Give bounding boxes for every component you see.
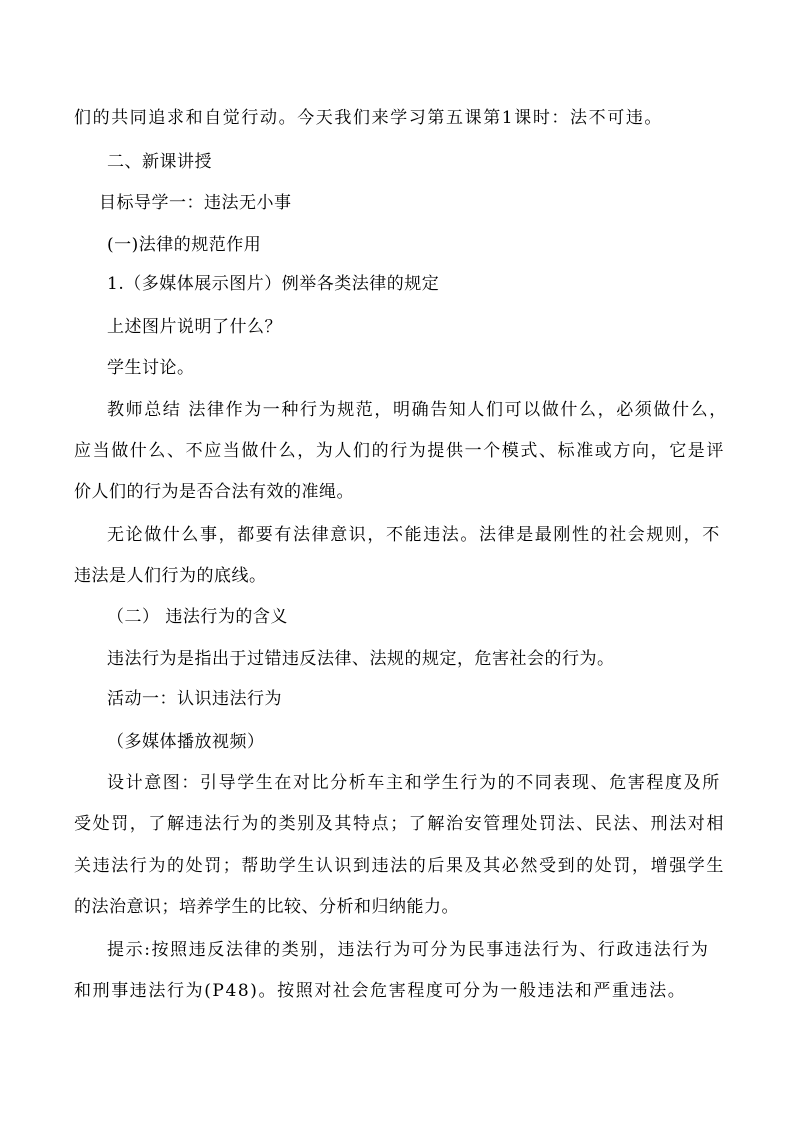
text-line-illegal-definition: 违法行为是指出于过错违反法律、法规的规定，危害社会的行为。 (107, 649, 615, 669)
text-line-tip-2: 和刑事违法行为(P48)。按照对社会危害程度可分为一般违法和严重违法。 (74, 981, 687, 1001)
subheading-illegal-behavior-meaning: （二） 违法行为的含义 (107, 607, 288, 627)
text-line-teacher-summary-1: 教师总结 法律作为一种行为规范，明确告知人们可以做什么，必须做什么， (107, 400, 728, 420)
text-line-tip-1: 提示:按照违反法律的类别，违法行为可分为民事违法行为、行政违法行为 (107, 940, 710, 960)
section-heading-new-lesson: 二、新课讲授 (107, 152, 212, 172)
text-line-design-intent-4: 的法治意识；培养学生的比较、分析和归纳能力。 (74, 897, 459, 917)
text-line-multimedia-video: （多媒体播放视频） (107, 732, 265, 752)
text-line-law-awareness-2: 违法是人们行为的底线。 (74, 566, 267, 586)
text-line-teacher-summary-3: 价人们的行为是否合法有效的准绳。 (74, 482, 354, 502)
text-line-student-discussion: 学生讨论。 (107, 358, 195, 378)
text-line-question: 上述图片说明了什么？ (107, 317, 282, 337)
text-line-intro-end: 们的共同追求和自觉行动。今天我们来学习第五课第1课时：法不可违。 (74, 108, 664, 128)
subheading-legal-norm-role: (一)法律的规范作用 (107, 235, 262, 255)
activity-heading-1: 活动一：认识违法行为 (107, 689, 282, 709)
text-line-law-awareness-1: 无论做什么事，都要有法律意识，不能违法。法律是最刚性的社会规则，不 (107, 525, 721, 545)
text-line-multimedia-images: 1.（多媒体展示图片）例举各类法律的规定 (107, 274, 440, 294)
text-line-design-intent-3: 关违法行为的处罚；帮助学生认识到违法的后果及其必然受到的处罚，增强学生 (74, 856, 725, 876)
goal-heading-1: 目标导学一：违法无小事 (99, 193, 292, 213)
text-line-design-intent-1: 设计意图：引导学生在对比分析车主和学生行为的不同表现、危害程度及所 (107, 773, 721, 793)
text-line-design-intent-2: 受处罚，了解违法行为的类别及其特点；了解治安管理处罚法、民法、刑法对相 (74, 814, 725, 834)
text-line-teacher-summary-2: 应当做什么、不应当做什么，为人们的行为提供一个模式、标准或方向，它是评 (74, 441, 725, 461)
